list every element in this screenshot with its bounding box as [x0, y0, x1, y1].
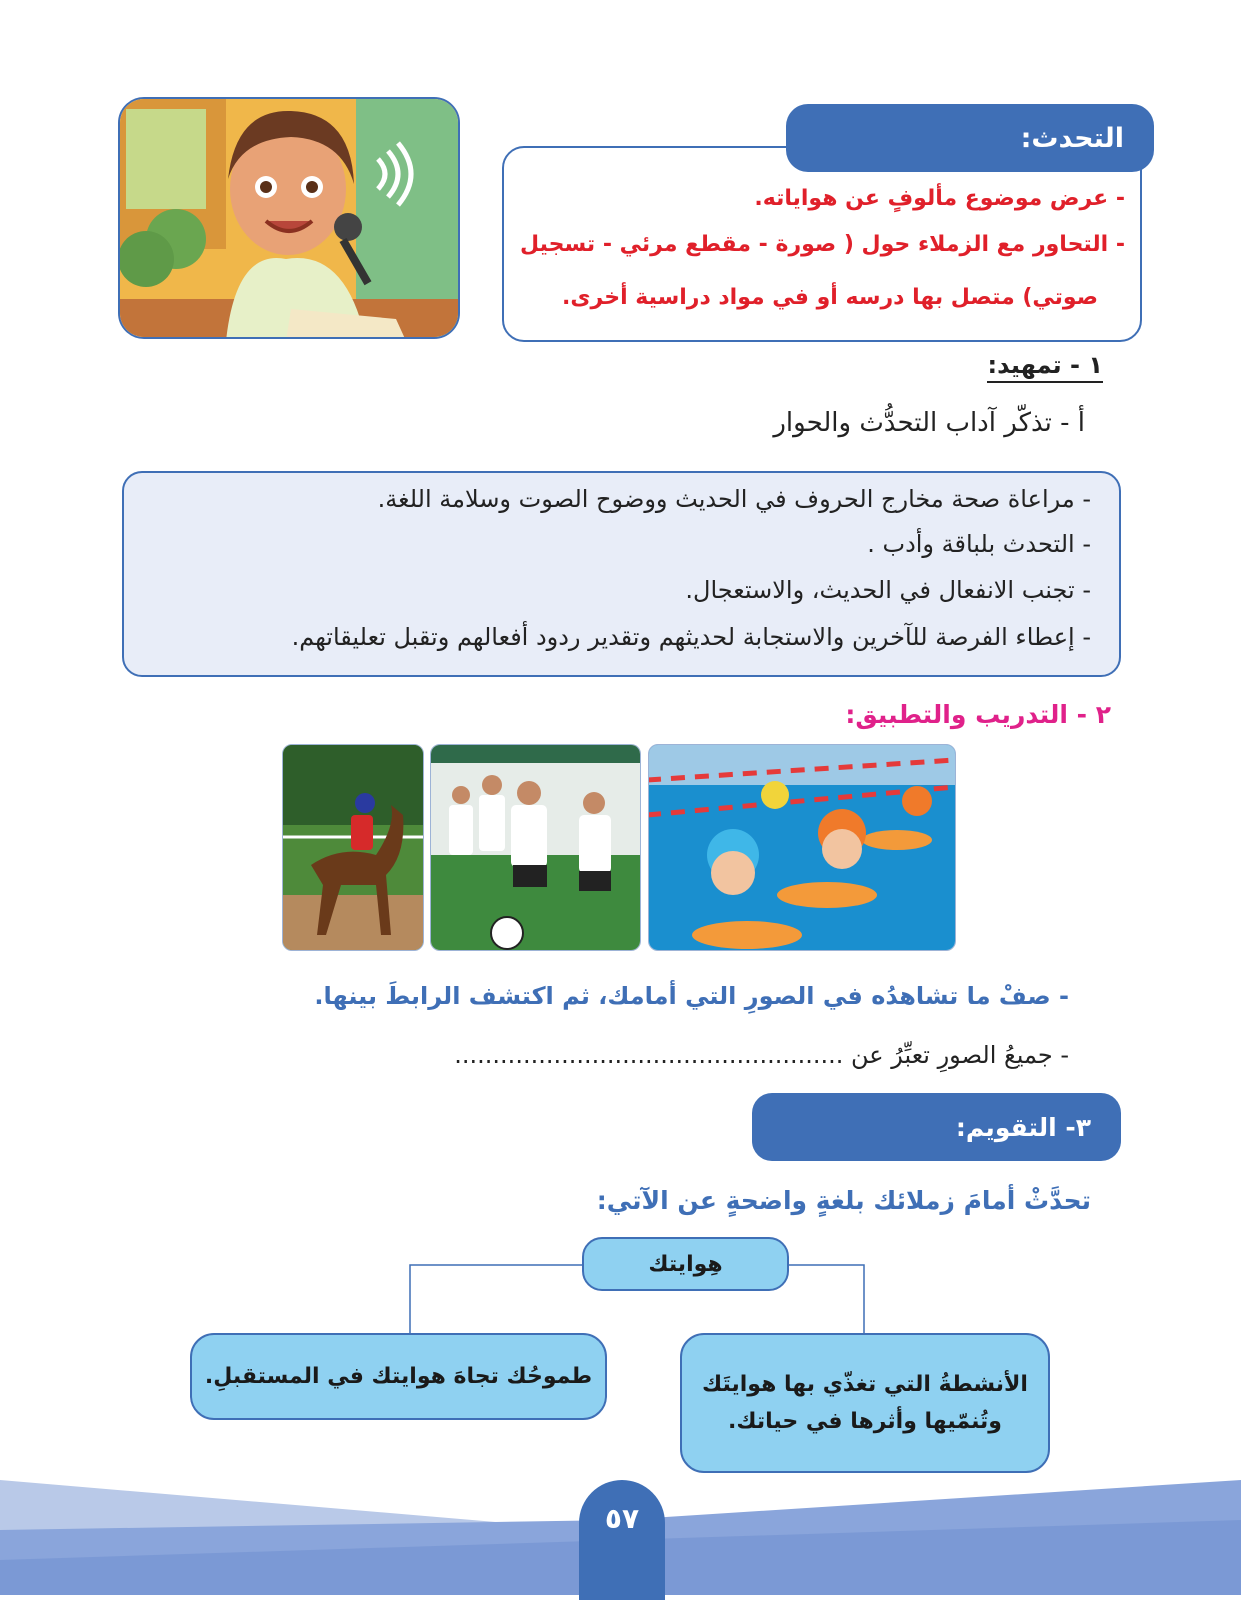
speaking-objective-1: - عرض موضوع مألوفٍ عن هواياته.: [754, 186, 1125, 211]
practice-fill-in: - جميعُ الصورِ تعبِّرُ عن ...................................................: [454, 1041, 1069, 1069]
etiquette-item-2: - التحدث بلباقة وأدب .: [867, 530, 1091, 558]
practice-heading: ٢ - التدريب والتطبيق:: [845, 700, 1111, 729]
speaking-objective-3: صوتي) متصل بها درسه أو في مواد دراسية أخرى.: [562, 285, 1098, 310]
ambition-label: طموحُك تجاهَ هوايتك في المستقبلِ.: [204, 1364, 593, 1389]
mindmap-activities-node: [680, 1333, 1050, 1473]
page-number-text: ٥٧: [604, 1502, 640, 1535]
page-number: [579, 1480, 665, 1600]
evaluation-prompt: تحدَّثْ أمامَ زملائك بلغةٍ واضحةٍ عن الآتي:: [596, 1186, 1091, 1215]
practice-instruction: - صفْ ما تشاهدُه في الصورِ التي أمامك، ثم اكتشف الرابطَ بينها.: [314, 982, 1069, 1010]
speaking-objective-2: - التحاور مع الزملاء حول ( صورة - مقطع مرئي - تسجيل: [520, 232, 1125, 257]
etiquette-item-3: - تجنب الانفعال في الحديث، والاستعجال.: [685, 576, 1091, 604]
mindmap-center-label: هِوايتك: [648, 1251, 723, 1277]
mindmap-ambition-node: [190, 1333, 607, 1420]
activities-line-1: الأنشطةُ التي تغذّي بها هوايتَك: [702, 1372, 1028, 1397]
warmup-heading: ١ - تمهيد:: [987, 351, 1103, 383]
speaking-title-text: التحدث:: [1020, 122, 1124, 154]
activities-line-2: وتُنمّيها وأثرها في حياتك.: [728, 1409, 1002, 1434]
mindmap-center-node: [582, 1237, 789, 1291]
etiquette-item-1: - مراعاة صحة مخارج الحروف في الحديث ووضوح الصوت وسلامة اللغة.: [377, 485, 1091, 513]
warmup-item-a: أ - تذكّر آداب التحدُّث والحوار: [773, 408, 1085, 438]
etiquette-item-4: - إعطاء الفرصة للآخرين والاستجابة لحديثهم وتقدير ردود أفعالهم وتقبل تعليقاتهم.: [291, 623, 1091, 651]
evaluation-heading-text: ٣- التقويم:: [955, 1112, 1091, 1142]
